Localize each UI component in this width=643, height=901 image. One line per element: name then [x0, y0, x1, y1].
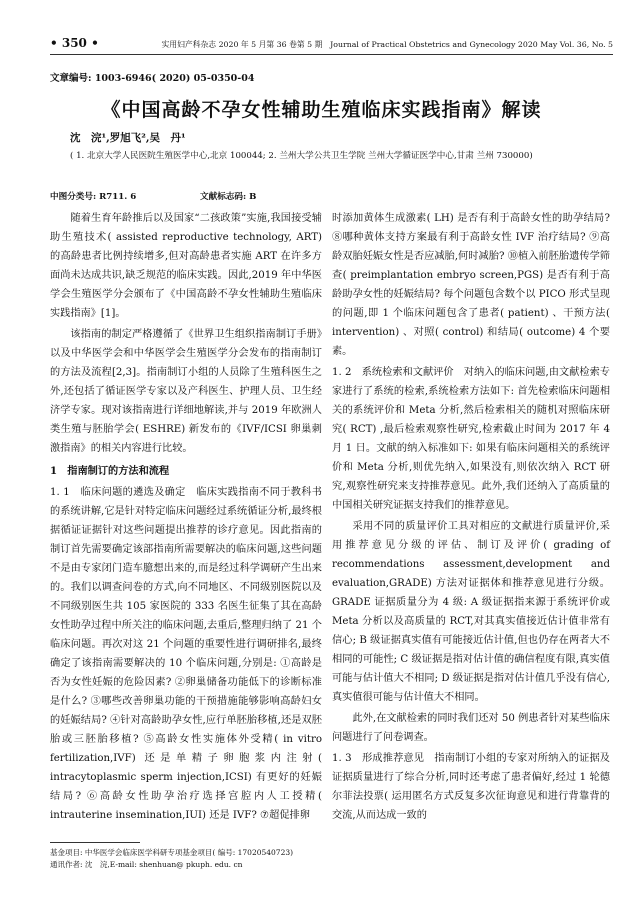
article-title: 《中国高龄不孕女性辅助生殖临床实践指南》解读 — [101, 99, 542, 121]
left-column — [50, 209, 322, 827]
section-heading: 1 指南制订的方法和流程 — [50, 465, 170, 477]
corresponding-author-note: 通讯作者: 沈 浣,E-mail: shenhuan@ pkuph. edu. cn — [50, 860, 243, 869]
right-column — [332, 209, 610, 827]
journal-info: 实用妇产科杂志 2020 年 5 月第 36 卷第 5 期 Journal of Practical Obstetrics and Gynecology 2020 May Vol. 36, No. 5 — [161, 40, 613, 49]
document-code: 文献标志码: B — [200, 192, 257, 202]
body-paragraph: 采用不同的质量评价工具对相应的文献进行质量评价,采用推荐意见分级的评估、制订及评价( grading of recommendations assessment,development and evaluation,GRADE) 方法对证据体和推荐意见进行分级。GRADE 证据质量分为 4 级: A 级证据指来源于系统评价或 Meta 分析以及高质量的 RCT,对其真实值接近估计值非常有信心; B 级证据真实值有可能接近估计值,但也仍存在两者大不相同的可能性; C 级证据是指对估计值的确信程度有限,真实值可能与估计值大不相同; D 级证据是指对估计值几乎没有信心,真实值很可能与估计值大不相同。 — [332, 521, 610, 703]
article-id: 文章编号: 1003-6946( 2020) 05-0350-04 — [50, 73, 255, 84]
subsection-paragraph: 1. 2 系统检索和文献评价 对纳入的临床问题,由文献检索专家进行了系统的检索,系统检索方法如下: 首先检索临床问题相关的系统评价和 Meta 分析,然后检索相关的随机对照临床研究( RCT) ,最后检索观察性研究,检索截止时间为 2017 年 4 月 1 日。文献的纳入标准如下: 如果有临床问题相关的系统评价和 Meta 分析,则优先纳入,如果没有,则依次纳入 RCT 研究,观察性研究来支持推荐意见。此外,我们还纳入了高质量的中国相关研究证据支持我们的推荐意见。 — [332, 367, 610, 511]
header-rule — [50, 54, 613, 55]
footnote-rule — [50, 842, 140, 843]
fund-note: 基金项目: 中华医学会临床医学科研专项基金项目( 编号: 17020540723) — [50, 848, 294, 857]
body-paragraph: 随着生育年龄推后以及国家“二孩政策”实施,我国接受辅助生殖技术( assisted reproductive technology, ART) 的高龄患者比例持续增多,但对高龄患者实施 ART 在许多方面尚未达成共识,缺乏规范的临床实践。因此,2019 年中华医学会生殖医学分会颁布了《中国高龄不孕女性辅助生殖临床实践指南》[1]。 — [50, 213, 322, 319]
affiliation: ( 1. 北京大学人民医院生殖医学中心,北京 100044; 2. 兰州大学公共卫生学院 兰州大学循证医学中心,甘肃 兰州 730000) — [70, 151, 533, 161]
body-paragraph: 该指南的制定严格遵循了《世界卫生组织指南制订手册》以及中华医学会和中华医学会生殖医学分会发布的指南制订的方法及流程[2,3]。指南制订小组的人员除了生殖科医生之外,还包括了循证医学专家以及产科医生、护理人员、卫生经济学专家。现对该指南进行详细地解读,并与 2019 年欧洲人类生殖与胚胎学会( ESHRE) 新发布的《IVF/ICSI 卵巢刺激指南》的相关内容进行比较。 — [50, 329, 322, 454]
running-header — [50, 36, 613, 52]
body-paragraph: 此外,在文献检索的同时我们还对 50 例患者针对某些临床问题进行了问卷调查。 — [332, 713, 610, 743]
page-number: • 350 • — [50, 36, 99, 50]
subsection-paragraph: 1. 3 形成推荐意见 指南制订小组的专家对所纳入的证据及证据质量进行了综合分析,同时还考虑了患者偏好,经过 1 轮德尔菲法投票( 运用匿名方式反复多次征询意见和进行背靠背的交流,从而达成一致的 — [332, 753, 610, 821]
authors: 沈 浣¹,罗旭飞²,吴 丹¹ — [70, 132, 186, 144]
body-paragraph: 时添加黄体生成激素( LH) 是否有利于高龄女性的助孕结局? ⑧哪种黄体支持方案最有利于高龄女性 IVF 治疗结局? ⑨高龄双胎妊娠女性是否应减胎,何时减胎? ⑩植入前胚胎遗传学筛查( preimplantation embryo screen,PGS) 是否有利于高龄助孕女性的妊娠结局? 每个问题包含数个以 PICO 形式呈现的问题,即 1 个临床问题包含了患者( patient) 、干预方法( intervention) 、对照( control) 和结局( outcome) 4 个要素。 — [332, 213, 610, 357]
clc-number: 中图分类号: R711. 6 — [50, 192, 137, 202]
subsection-paragraph: 1. 1 临床问题的遴选及确定 临床实践指南不同于教科书的系统讲解,它是针对特定临床问题经过系统循证分析,最终根据循证证据针对这些问题提出推荐的诊疗意见。因此指南的制订首先需要确定该部指南所需要解决的临床问题,这些问题不是由专家闭门造车臆想出来的,而是经过科学调研产生出来的。我们以调查问卷的方式,向不同地区、不同级别医院以及不同级别医生共 105 家医院的 333 名医生征集了其在高龄女性助孕过程中所关注的临床问题,去重后,整理归纳了 21 个临床问题。再次对这 21 个问题的重要性进行调研排名,最终确定了该指南需要解决的 10 个临床问题,分别是: ①高龄是否为女性妊娠的危险因素? ②卵巢储备功能低下的诊断标准是什么? ③哪些改善卵巢功能的干预措施能够影响高龄妇女的妊娠结局? ④针对高龄助孕女性,应行单胚胎移植,还是双胚胎或三胚胎移植? ⑤高龄女性实施体外受精( in vitro fertilization,IVF) 还是单精子卵胞浆内注射( intracytoplasmic sperm injection,ICSI) 有更好的妊娠结局? ⑥高龄女性助孕治疗选择宫腔内人工授精( intrauterine insemination,IUI) 还是 IVF? ⑦超促排卵 — [50, 487, 322, 821]
